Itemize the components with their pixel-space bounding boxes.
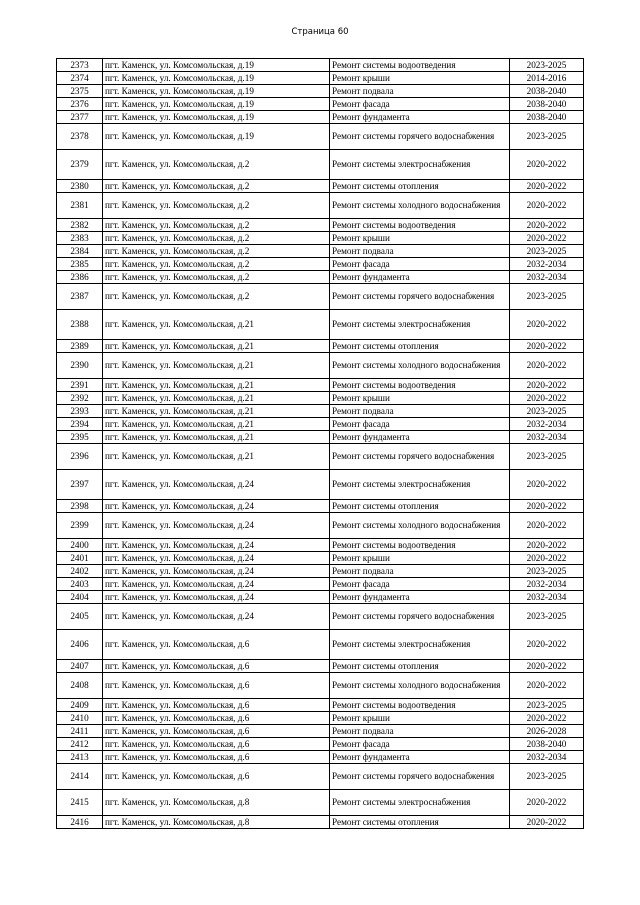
- address-cell: пгт. Каменск, ул. Комсомольская, д.24: [103, 513, 330, 539]
- row-number-cell: 2388: [57, 310, 103, 340]
- table-row: [57, 738, 584, 751]
- work-type-cell: Ремонт системы водоотведения: [330, 699, 510, 712]
- work-type-cell: Ремонт системы электроснабжения: [330, 790, 510, 816]
- address-cell: пгт. Каменск, ул. Комсомольская, д.24: [103, 604, 330, 630]
- work-type-cell: Ремонт фасада: [330, 578, 510, 591]
- row-number-cell: 2409: [57, 699, 103, 712]
- table-row: [57, 258, 584, 271]
- row-number-cell: 2374: [57, 72, 103, 85]
- address-cell: пгт. Каменск, ул. Комсомольская, д.21: [103, 444, 330, 470]
- table-row: [57, 150, 584, 180]
- work-type-cell: Ремонт системы электроснабжения: [330, 150, 510, 180]
- work-type-cell: Ремонт системы водоотведения: [330, 379, 510, 392]
- table-row: [57, 764, 584, 790]
- work-type-cell: Ремонт подвала: [330, 85, 510, 98]
- period-cell: 2032-2034: [510, 591, 584, 604]
- table-row: [57, 232, 584, 245]
- work-type-cell: Ремонт крыши: [330, 232, 510, 245]
- work-type-cell: Ремонт системы отопления: [330, 660, 510, 673]
- table-row: [57, 392, 584, 405]
- period-cell: 2038-2040: [510, 738, 584, 751]
- address-cell: пгт. Каменск, ул. Комсомольская, д.21: [103, 379, 330, 392]
- work-type-cell: Ремонт системы горячего водоснабжения: [330, 764, 510, 790]
- period-cell: 2020-2022: [510, 193, 584, 219]
- row-number-cell: 2403: [57, 578, 103, 591]
- work-type-cell: Ремонт подвала: [330, 725, 510, 738]
- row-number-cell: 2406: [57, 630, 103, 660]
- table-row: [57, 751, 584, 764]
- table-row: [57, 379, 584, 392]
- table-row: [57, 59, 584, 72]
- address-cell: пгт. Каменск, ул. Комсомольская, д.2: [103, 258, 330, 271]
- address-cell: пгт. Каменск, ул. Комсомольская, д.24: [103, 565, 330, 578]
- period-cell: 2020-2022: [510, 392, 584, 405]
- work-type-cell: Ремонт системы холодного водоснабжения: [330, 513, 510, 539]
- period-cell: 2032-2034: [510, 578, 584, 591]
- work-type-cell: Ремонт системы отопления: [330, 500, 510, 513]
- table-row: [57, 725, 584, 738]
- repair-schedule-table: [56, 58, 584, 829]
- table-row: [57, 790, 584, 816]
- address-cell: пгт. Каменск, ул. Комсомольская, д.6: [103, 673, 330, 699]
- address-cell: пгт. Каменск, ул. Комсомольская, д.19: [103, 111, 330, 124]
- table-row: [57, 444, 584, 470]
- row-number-cell: 2410: [57, 712, 103, 725]
- work-type-cell: Ремонт подвала: [330, 245, 510, 258]
- page-title: Страница 60: [291, 27, 349, 37]
- table-body: [57, 59, 584, 829]
- work-type-cell: Ремонт системы отопления: [330, 340, 510, 353]
- row-number-cell: 2385: [57, 258, 103, 271]
- period-cell: 2020-2022: [510, 219, 584, 232]
- table-row: [57, 284, 584, 310]
- work-type-cell: Ремонт фундамента: [330, 271, 510, 284]
- period-cell: 2038-2040: [510, 85, 584, 98]
- period-cell: 2020-2022: [510, 379, 584, 392]
- period-cell: 2032-2034: [510, 431, 584, 444]
- address-cell: пгт. Каменск, ул. Комсомольская, д.2: [103, 193, 330, 219]
- period-cell: 2020-2022: [510, 232, 584, 245]
- work-type-cell: Ремонт фасада: [330, 258, 510, 271]
- table-row: [57, 353, 584, 379]
- period-cell: 2020-2022: [510, 630, 584, 660]
- row-number-cell: 2392: [57, 392, 103, 405]
- work-type-cell: Ремонт системы горячего водоснабжения: [330, 124, 510, 150]
- row-number-cell: 2376: [57, 98, 103, 111]
- row-number-cell: 2373: [57, 59, 103, 72]
- row-number-cell: 2383: [57, 232, 103, 245]
- address-cell: пгт. Каменск, ул. Комсомольская, д.21: [103, 392, 330, 405]
- period-cell: 2023-2025: [510, 284, 584, 310]
- table-row: [57, 513, 584, 539]
- work-type-cell: Ремонт фасада: [330, 98, 510, 111]
- address-cell: пгт. Каменск, ул. Комсомольская, д.2: [103, 232, 330, 245]
- address-cell: пгт. Каменск, ул. Комсомольская, д.2: [103, 150, 330, 180]
- row-number-cell: 2411: [57, 725, 103, 738]
- row-number-cell: 2396: [57, 444, 103, 470]
- address-cell: пгт. Каменск, ул. Комсомольская, д.24: [103, 552, 330, 565]
- row-number-cell: 2379: [57, 150, 103, 180]
- period-cell: 2020-2022: [510, 660, 584, 673]
- period-cell: 2020-2022: [510, 180, 584, 193]
- address-cell: пгт. Каменск, ул. Комсомольская, д.6: [103, 751, 330, 764]
- work-type-cell: Ремонт фасада: [330, 418, 510, 431]
- address-cell: пгт. Каменск, ул. Комсомольская, д.8: [103, 790, 330, 816]
- period-cell: 2032-2034: [510, 271, 584, 284]
- row-number-cell: 2387: [57, 284, 103, 310]
- address-cell: пгт. Каменск, ул. Комсомольская, д.6: [103, 630, 330, 660]
- row-number-cell: 2377: [57, 111, 103, 124]
- table-row: [57, 578, 584, 591]
- work-type-cell: Ремонт подвала: [330, 565, 510, 578]
- address-cell: пгт. Каменск, ул. Комсомольская, д.6: [103, 725, 330, 738]
- table-row: [57, 565, 584, 578]
- table-row: [57, 816, 584, 829]
- period-cell: 2023-2025: [510, 764, 584, 790]
- work-type-cell: Ремонт системы водоотведения: [330, 539, 510, 552]
- period-cell: 2038-2040: [510, 98, 584, 111]
- row-number-cell: 2393: [57, 405, 103, 418]
- address-cell: пгт. Каменск, ул. Комсомольская, д.21: [103, 405, 330, 418]
- period-cell: 2032-2034: [510, 418, 584, 431]
- row-number-cell: 2381: [57, 193, 103, 219]
- period-cell: 2032-2034: [510, 258, 584, 271]
- row-number-cell: 2399: [57, 513, 103, 539]
- table-row: [57, 591, 584, 604]
- work-type-cell: Ремонт системы водоотведения: [330, 59, 510, 72]
- row-number-cell: 2404: [57, 591, 103, 604]
- work-type-cell: Ремонт системы горячего водоснабжения: [330, 284, 510, 310]
- period-cell: 2026-2028: [510, 725, 584, 738]
- table-row: [57, 271, 584, 284]
- work-type-cell: Ремонт системы холодного водоснабжения: [330, 673, 510, 699]
- row-number-cell: 2389: [57, 340, 103, 353]
- row-number-cell: 2398: [57, 500, 103, 513]
- work-type-cell: Ремонт системы электроснабжения: [330, 310, 510, 340]
- row-number-cell: 2416: [57, 816, 103, 829]
- work-type-cell: Ремонт фундамента: [330, 431, 510, 444]
- table-row: [57, 405, 584, 418]
- row-number-cell: 2378: [57, 124, 103, 150]
- work-type-cell: Ремонт крыши: [330, 552, 510, 565]
- period-cell: 2023-2025: [510, 565, 584, 578]
- table-row: [57, 85, 584, 98]
- period-cell: 2020-2022: [510, 353, 584, 379]
- row-number-cell: 2413: [57, 751, 103, 764]
- period-cell: 2023-2025: [510, 59, 584, 72]
- address-cell: пгт. Каменск, ул. Комсомольская, д.6: [103, 738, 330, 751]
- row-number-cell: 2405: [57, 604, 103, 630]
- row-number-cell: 2407: [57, 660, 103, 673]
- row-number-cell: 2400: [57, 539, 103, 552]
- table-row: [57, 340, 584, 353]
- address-cell: пгт. Каменск, ул. Комсомольская, д.19: [103, 98, 330, 111]
- address-cell: пгт. Каменск, ул. Комсомольская, д.6: [103, 764, 330, 790]
- address-cell: пгт. Каменск, ул. Комсомольская, д.19: [103, 85, 330, 98]
- work-type-cell: Ремонт системы водоотведения: [330, 219, 510, 232]
- row-number-cell: 2412: [57, 738, 103, 751]
- table-row: [57, 630, 584, 660]
- address-cell: пгт. Каменск, ул. Комсомольская, д.21: [103, 353, 330, 379]
- period-cell: 2032-2034: [510, 751, 584, 764]
- period-cell: 2020-2022: [510, 150, 584, 180]
- work-type-cell: Ремонт крыши: [330, 392, 510, 405]
- table-row: [57, 219, 584, 232]
- table-row: [57, 111, 584, 124]
- address-cell: пгт. Каменск, ул. Комсомольская, д.19: [103, 124, 330, 150]
- period-cell: 2020-2022: [510, 816, 584, 829]
- work-type-cell: Ремонт системы горячего водоснабжения: [330, 444, 510, 470]
- period-cell: 2023-2025: [510, 245, 584, 258]
- period-cell: 2020-2022: [510, 500, 584, 513]
- address-cell: пгт. Каменск, ул. Комсомольская, д.8: [103, 816, 330, 829]
- work-type-cell: Ремонт крыши: [330, 72, 510, 85]
- period-cell: 2020-2022: [510, 539, 584, 552]
- address-cell: пгт. Каменск, ул. Комсомольская, д.6: [103, 660, 330, 673]
- period-cell: 2023-2025: [510, 405, 584, 418]
- table-row: [57, 660, 584, 673]
- row-number-cell: 2402: [57, 565, 103, 578]
- work-type-cell: Ремонт системы холодного водоснабжения: [330, 193, 510, 219]
- work-type-cell: Ремонт фасада: [330, 738, 510, 751]
- address-cell: пгт. Каменск, ул. Комсомольская, д.24: [103, 500, 330, 513]
- period-cell: 2020-2022: [510, 340, 584, 353]
- period-cell: 2020-2022: [510, 712, 584, 725]
- address-cell: пгт. Каменск, ул. Комсомольская, д.24: [103, 470, 330, 500]
- work-type-cell: Ремонт системы холодного водоснабжения: [330, 353, 510, 379]
- table-row: [57, 604, 584, 630]
- table-row: [57, 98, 584, 111]
- work-type-cell: Ремонт системы отопления: [330, 180, 510, 193]
- period-cell: 2020-2022: [510, 470, 584, 500]
- work-type-cell: Ремонт крыши: [330, 712, 510, 725]
- row-number-cell: 2408: [57, 673, 103, 699]
- work-type-cell: Ремонт фундамента: [330, 751, 510, 764]
- row-number-cell: 2375: [57, 85, 103, 98]
- table-row: [57, 124, 584, 150]
- address-cell: пгт. Каменск, ул. Комсомольская, д.21: [103, 431, 330, 444]
- address-cell: пгт. Каменск, ул. Комсомольская, д.21: [103, 418, 330, 431]
- address-cell: пгт. Каменск, ул. Комсомольская, д.2: [103, 245, 330, 258]
- period-cell: 2020-2022: [510, 552, 584, 565]
- row-number-cell: 2384: [57, 245, 103, 258]
- address-cell: пгт. Каменск, ул. Комсомольская, д.6: [103, 712, 330, 725]
- table-row: [57, 673, 584, 699]
- table-row: [57, 193, 584, 219]
- table-row: [57, 699, 584, 712]
- row-number-cell: 2382: [57, 219, 103, 232]
- row-number-cell: 2394: [57, 418, 103, 431]
- period-cell: 2020-2022: [510, 790, 584, 816]
- table-row: [57, 712, 584, 725]
- work-type-cell: Ремонт подвала: [330, 405, 510, 418]
- row-number-cell: 2395: [57, 431, 103, 444]
- work-type-cell: Ремонт системы отопления: [330, 816, 510, 829]
- row-number-cell: 2414: [57, 764, 103, 790]
- table-row: [57, 418, 584, 431]
- work-type-cell: Ремонт фундамента: [330, 591, 510, 604]
- row-number-cell: 2380: [57, 180, 103, 193]
- table-row: [57, 552, 584, 565]
- table-row: [57, 310, 584, 340]
- row-number-cell: 2415: [57, 790, 103, 816]
- period-cell: 2038-2040: [510, 111, 584, 124]
- address-cell: пгт. Каменск, ул. Комсомольская, д.19: [103, 72, 330, 85]
- work-type-cell: Ремонт системы горячего водоснабжения: [330, 604, 510, 630]
- address-cell: пгт. Каменск, ул. Комсомольская, д.2: [103, 180, 330, 193]
- work-type-cell: Ремонт фундамента: [330, 111, 510, 124]
- row-number-cell: 2386: [57, 271, 103, 284]
- row-number-cell: 2401: [57, 552, 103, 565]
- period-cell: 2023-2025: [510, 124, 584, 150]
- row-number-cell: 2390: [57, 353, 103, 379]
- period-cell: 2020-2022: [510, 673, 584, 699]
- address-cell: пгт. Каменск, ул. Комсомольская, д.24: [103, 578, 330, 591]
- address-cell: пгт. Каменск, ул. Комсомольская, д.19: [103, 59, 330, 72]
- address-cell: пгт. Каменск, ул. Комсомольская, д.2: [103, 284, 330, 310]
- table-row: [57, 500, 584, 513]
- period-cell: 2020-2022: [510, 513, 584, 539]
- period-cell: 2023-2025: [510, 699, 584, 712]
- row-number-cell: 2397: [57, 470, 103, 500]
- table-row: [57, 470, 584, 500]
- table-row: [57, 180, 584, 193]
- address-cell: пгт. Каменск, ул. Комсомольская, д.24: [103, 591, 330, 604]
- table-row: [57, 431, 584, 444]
- table-row: [57, 539, 584, 552]
- address-cell: пгт. Каменск, ул. Комсомольская, д.2: [103, 271, 330, 284]
- table-row: [57, 72, 584, 85]
- period-cell: 2023-2025: [510, 604, 584, 630]
- address-cell: пгт. Каменск, ул. Комсомольская, д.2: [103, 219, 330, 232]
- period-cell: 2020-2022: [510, 310, 584, 340]
- address-cell: пгт. Каменск, ул. Комсомольская, д.24: [103, 539, 330, 552]
- address-cell: пгт. Каменск, ул. Комсомольская, д.21: [103, 310, 330, 340]
- address-cell: пгт. Каменск, ул. Комсомольская, д.6: [103, 699, 330, 712]
- period-cell: 2014-2016: [510, 72, 584, 85]
- period-cell: 2023-2025: [510, 444, 584, 470]
- table-row: [57, 245, 584, 258]
- row-number-cell: 2391: [57, 379, 103, 392]
- work-type-cell: Ремонт системы электроснабжения: [330, 630, 510, 660]
- address-cell: пгт. Каменск, ул. Комсомольская, д.21: [103, 340, 330, 353]
- work-type-cell: Ремонт системы электроснабжения: [330, 470, 510, 500]
